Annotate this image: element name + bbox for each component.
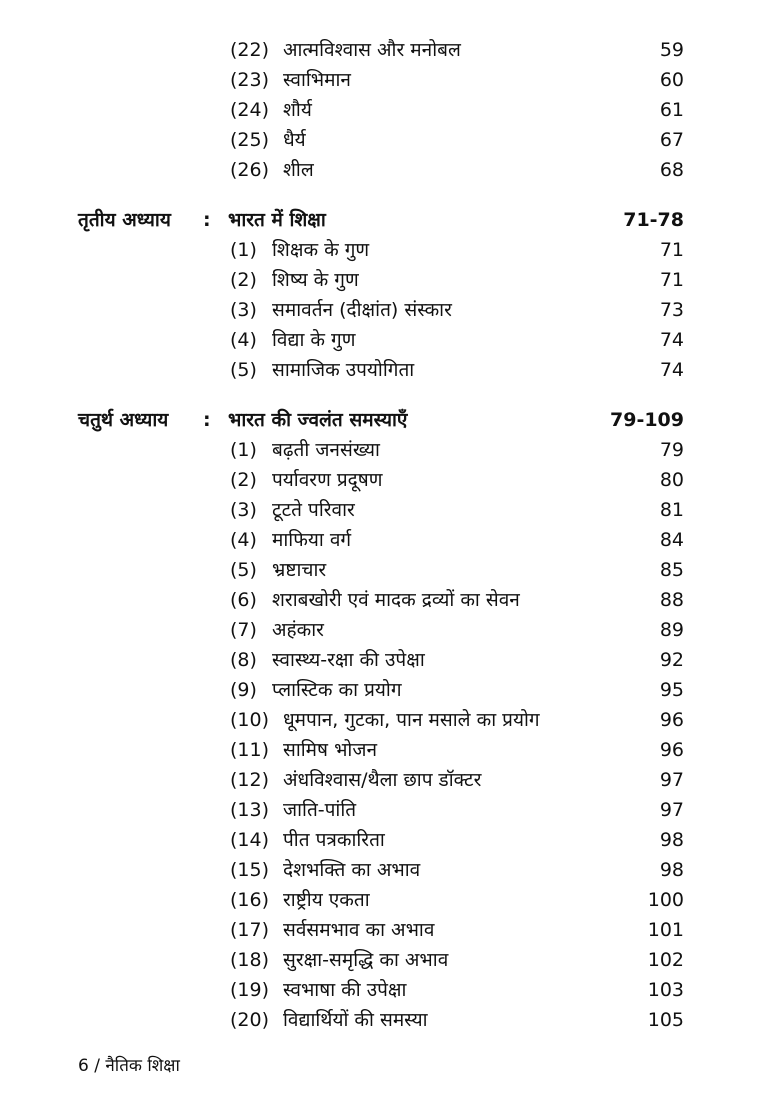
toc-entry — [0, 555, 780, 585]
entry-title: शराबखोरी एवं मादक द्रव्यों का सेवन — [272, 589, 520, 611]
entry-number: (13) — [230, 799, 270, 821]
entry-title: अहंकार — [272, 619, 324, 641]
chapter-title: भारत की ज्वलंत समस्याएँ — [228, 409, 408, 431]
entry-number: (7) — [230, 619, 257, 641]
entry-title: माफिया वर्ग — [272, 529, 352, 551]
entry-page: 102 — [647, 949, 684, 971]
entry-number: (5) — [230, 359, 257, 381]
toc-entry — [0, 705, 780, 735]
entry-title: देशभक्ति का अभाव — [283, 859, 421, 881]
entry-number: (1) — [230, 239, 257, 261]
entry-page: 59 — [659, 39, 684, 61]
entry-title: शिक्षक के गुण — [272, 239, 370, 261]
entry-page: 80 — [659, 469, 684, 491]
entry-title: पर्यावरण प्रदूषण — [272, 469, 383, 491]
entry-page: 101 — [647, 919, 684, 941]
chapter-heading — [0, 205, 780, 235]
toc-entry — [0, 615, 780, 645]
entry-page: 74 — [659, 359, 684, 381]
entry-number: (18) — [230, 949, 270, 971]
entry-title: विद्या के गुण — [272, 329, 356, 351]
toc-entry — [0, 975, 780, 1005]
entry-page: 97 — [659, 769, 684, 791]
entry-title: समावर्तन (दीक्षांत) संस्कार — [272, 299, 452, 321]
entry-page: 68 — [659, 159, 684, 181]
entry-number: (4) — [230, 329, 257, 351]
entry-page: 100 — [647, 889, 684, 911]
chapter-colon: : — [203, 409, 211, 431]
chapter-page-range: 79-109 — [610, 409, 684, 431]
entry-title: टूटते परिवार — [272, 499, 355, 521]
toc-entry — [0, 645, 780, 675]
entry-title: बढ़ती जनसंख्या — [272, 439, 380, 461]
entry-title: सामाजिक उपयोगिता — [272, 359, 415, 381]
toc-entry — [0, 585, 780, 615]
entry-number: (17) — [230, 919, 270, 941]
entry-number: (1) — [230, 439, 257, 461]
entry-title: प्लास्टिक का प्रयोग — [272, 679, 402, 701]
entry-page: 96 — [659, 709, 684, 731]
entry-number: (11) — [230, 739, 270, 761]
page-footer: 6 / नैतिक शिक्षा — [78, 1056, 180, 1076]
entry-number: (3) — [230, 499, 257, 521]
entry-number: (3) — [230, 299, 257, 321]
entry-title: स्वास्थ्य-रक्षा की उपेक्षा — [272, 649, 425, 671]
entry-title: जाति-पांति — [283, 799, 357, 821]
chapter-label: चतुर्थ अध्याय — [78, 409, 169, 431]
entry-title: विद्यार्थियों की समस्या — [283, 1009, 428, 1031]
entry-page: 92 — [659, 649, 684, 671]
entry-page: 60 — [659, 69, 684, 91]
entry-number: (24) — [230, 99, 270, 121]
toc-entry — [0, 945, 780, 975]
entry-title: अंधविश्वास/थैला छाप डॉक्टर — [283, 769, 482, 791]
entry-number: (5) — [230, 559, 257, 581]
entry-number: (10) — [230, 709, 270, 731]
entry-title: आत्मविश्वास और मनोबल — [283, 39, 461, 61]
toc-entry — [0, 355, 780, 385]
entry-number: (15) — [230, 859, 270, 881]
chapter-heading — [0, 405, 780, 435]
entry-page: 95 — [659, 679, 684, 701]
toc-entry — [0, 765, 780, 795]
entry-number: (23) — [230, 69, 270, 91]
entry-title: राष्ट्रीय एकता — [283, 889, 370, 911]
entry-number: (2) — [230, 269, 257, 291]
chapter-page-range: 71-78 — [623, 209, 684, 231]
toc-entry — [0, 65, 780, 95]
entry-page: 103 — [647, 979, 684, 1001]
entry-page: 71 — [659, 269, 684, 291]
entry-page: 85 — [659, 559, 684, 581]
entry-page: 74 — [659, 329, 684, 351]
entry-title: भ्रष्टाचार — [272, 559, 327, 581]
entry-title: सर्वसमभाव का अभाव — [283, 919, 435, 941]
entry-page: 96 — [659, 739, 684, 761]
entry-number: (4) — [230, 529, 257, 551]
toc-entry — [0, 125, 780, 155]
entry-number: (26) — [230, 159, 270, 181]
entry-number: (20) — [230, 1009, 270, 1031]
toc-entry — [0, 435, 780, 465]
entry-page: 98 — [659, 829, 684, 851]
entry-page: 84 — [659, 529, 684, 551]
toc-entry — [0, 885, 780, 915]
toc-entry — [0, 795, 780, 825]
entry-number: (22) — [230, 39, 270, 61]
entry-number: (14) — [230, 829, 270, 851]
entry-page: 88 — [659, 589, 684, 611]
toc-entry — [0, 525, 780, 555]
entry-number: (9) — [230, 679, 257, 701]
entry-page: 97 — [659, 799, 684, 821]
entry-number: (12) — [230, 769, 270, 791]
toc-entry — [0, 915, 780, 945]
toc-entry — [0, 35, 780, 65]
toc-entry — [0, 295, 780, 325]
entry-title: शौर्य — [283, 99, 312, 121]
entry-number: (16) — [230, 889, 270, 911]
entry-title: शील — [283, 159, 314, 181]
toc-entry — [0, 325, 780, 355]
entry-title: पीत पत्रकारिता — [283, 829, 385, 851]
toc-entry — [0, 235, 780, 265]
toc-entry — [0, 855, 780, 885]
entry-page: 73 — [659, 299, 684, 321]
entry-page: 61 — [659, 99, 684, 121]
toc-entry — [0, 735, 780, 765]
toc-entry — [0, 1005, 780, 1035]
entry-number: (8) — [230, 649, 257, 671]
chapter-colon: : — [203, 209, 211, 231]
entry-page: 67 — [659, 129, 684, 151]
entry-page: 71 — [659, 239, 684, 261]
entry-page: 81 — [659, 499, 684, 521]
entry-page: 98 — [659, 859, 684, 881]
toc-entry — [0, 265, 780, 295]
entry-title: सुरक्षा-समृद्धि का अभाव — [283, 949, 449, 971]
chapter-title: भारत में शिक्षा — [228, 209, 326, 231]
entry-number: (25) — [230, 129, 270, 151]
entry-title: सामिष भोजन — [283, 739, 377, 761]
entry-title: धैर्य — [283, 129, 306, 151]
toc-entry — [0, 465, 780, 495]
entry-title: स्वाभिमान — [283, 69, 351, 91]
entry-title: शिष्य के गुण — [272, 269, 359, 291]
toc-entry — [0, 495, 780, 525]
entry-page: 89 — [659, 619, 684, 641]
entry-title: स्वभाषा की उपेक्षा — [283, 979, 407, 1001]
toc-entry — [0, 95, 780, 125]
toc-entry — [0, 155, 780, 185]
entry-title: धूमपान, गुटका, पान मसाले का प्रयोग — [283, 709, 540, 731]
entry-page: 105 — [647, 1009, 684, 1031]
toc-entry — [0, 675, 780, 705]
entry-number: (6) — [230, 589, 257, 611]
toc-entry — [0, 825, 780, 855]
entry-number: (19) — [230, 979, 270, 1001]
entry-page: 79 — [659, 439, 684, 461]
chapter-label: तृतीय अध्याय — [78, 209, 171, 231]
entry-number: (2) — [230, 469, 257, 491]
